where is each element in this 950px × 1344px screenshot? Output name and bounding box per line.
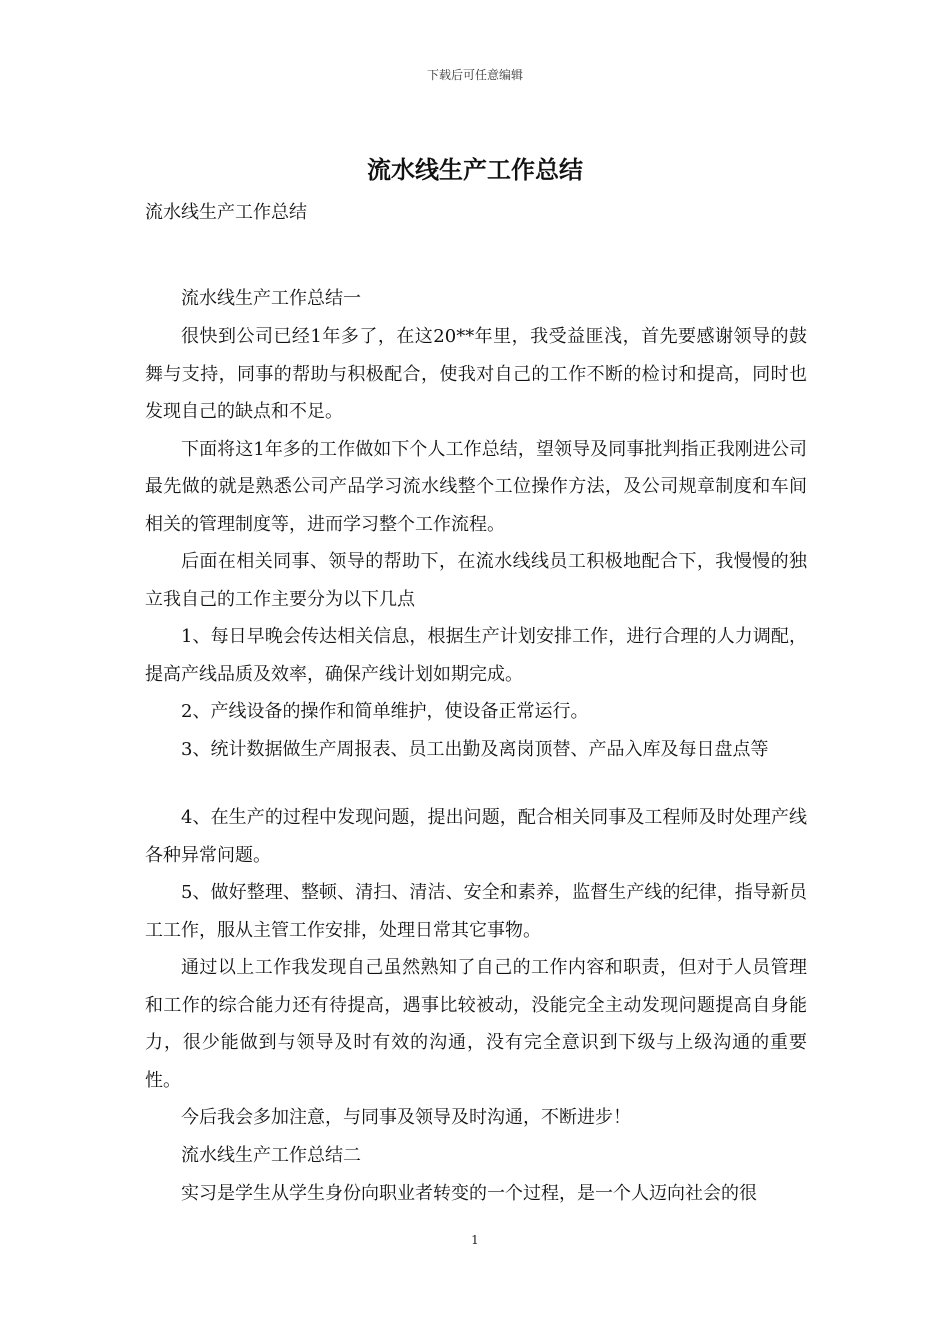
document-body bbox=[145, 194, 807, 1213]
paragraph-reflection: 通过以上工作我发现自己虽然熟知了自己的工作内容和职责，但对于人员管理和工作的综合能力还有待提高，遇事比较被动，没能完全主动发现问题提高自身能力，很少能做到与领导及时有效的沟通，没有完全意识到下级与上级沟通的重要性。 bbox=[145, 957, 807, 1091]
paragraph-learning: 下面将这1年多的工作做如下个人工作总结，望领导及同事批判指正我刚进公司最先做的就是熟悉公司产品学习流水线整个工位操作方法，及公司规章制度和车间相关的管理制度等，进而学习整个工作流程。 bbox=[145, 438, 807, 535]
header-note: 下载后可任意编辑 bbox=[426, 68, 523, 82]
section-heading-1: 流水线生产工作总结一 bbox=[181, 288, 361, 309]
paragraph-duties-intro: 后面在相关同事、领导的帮助下，在流水线线员工积极地配合下，我慢慢的独立我自己的工作主要分为以下几点 bbox=[145, 551, 807, 610]
list-item-5: 5、做好整理、整顿、清扫、清洁、安全和素养，监督生产线的纪律，指导新员工工作，服从主管工作安排，处理日常其它事物。 bbox=[145, 882, 807, 941]
paragraph-intro: 很快到公司已经1年多了，在这20**年里，我受益匪浅，首先要感谢领导的鼓舞与支持，同事的帮助与积极配合，使我对自己的工作不断的检讨和提高，同时也发现自己的缺点和不足。 bbox=[145, 326, 807, 422]
list-item-3: 3、统计数据做生产周报表、员工出勤及离岗顶替、产品入库及每日盘点等 bbox=[181, 738, 769, 760]
page-number: 1 bbox=[471, 1233, 479, 1247]
list-item-2: 2、产线设备的操作和简单维护，使设备正常运行。 bbox=[181, 701, 589, 722]
blank-line bbox=[145, 232, 807, 280]
document-title: 流水线生产工作总结 bbox=[367, 155, 583, 184]
paragraph-internship: 实习是学生从学生身份向职业者转变的一个过程，是一个人迈向社会的很 bbox=[181, 1182, 757, 1204]
document-subtitle: 流水线生产工作总结 bbox=[145, 202, 307, 223]
section-heading-2: 流水线生产工作总结二 bbox=[181, 1144, 361, 1166]
list-item-4: 4、在生产的过程中发现问题，提出问题，配合相关同事及工程师及时处理产线各种异常问题。 bbox=[145, 807, 807, 866]
paragraph-resolution: 今后我会多加注意，与同事及领导及时沟通，不断进步！ bbox=[181, 1107, 631, 1128]
list-item-1: 1、每日早晚会传达相关信息，根据生产计划安排工作，进行合理的人力调配，提高产线品质及效率，确保产线计划如期完成。 bbox=[145, 626, 807, 685]
blank-line bbox=[145, 768, 807, 799]
